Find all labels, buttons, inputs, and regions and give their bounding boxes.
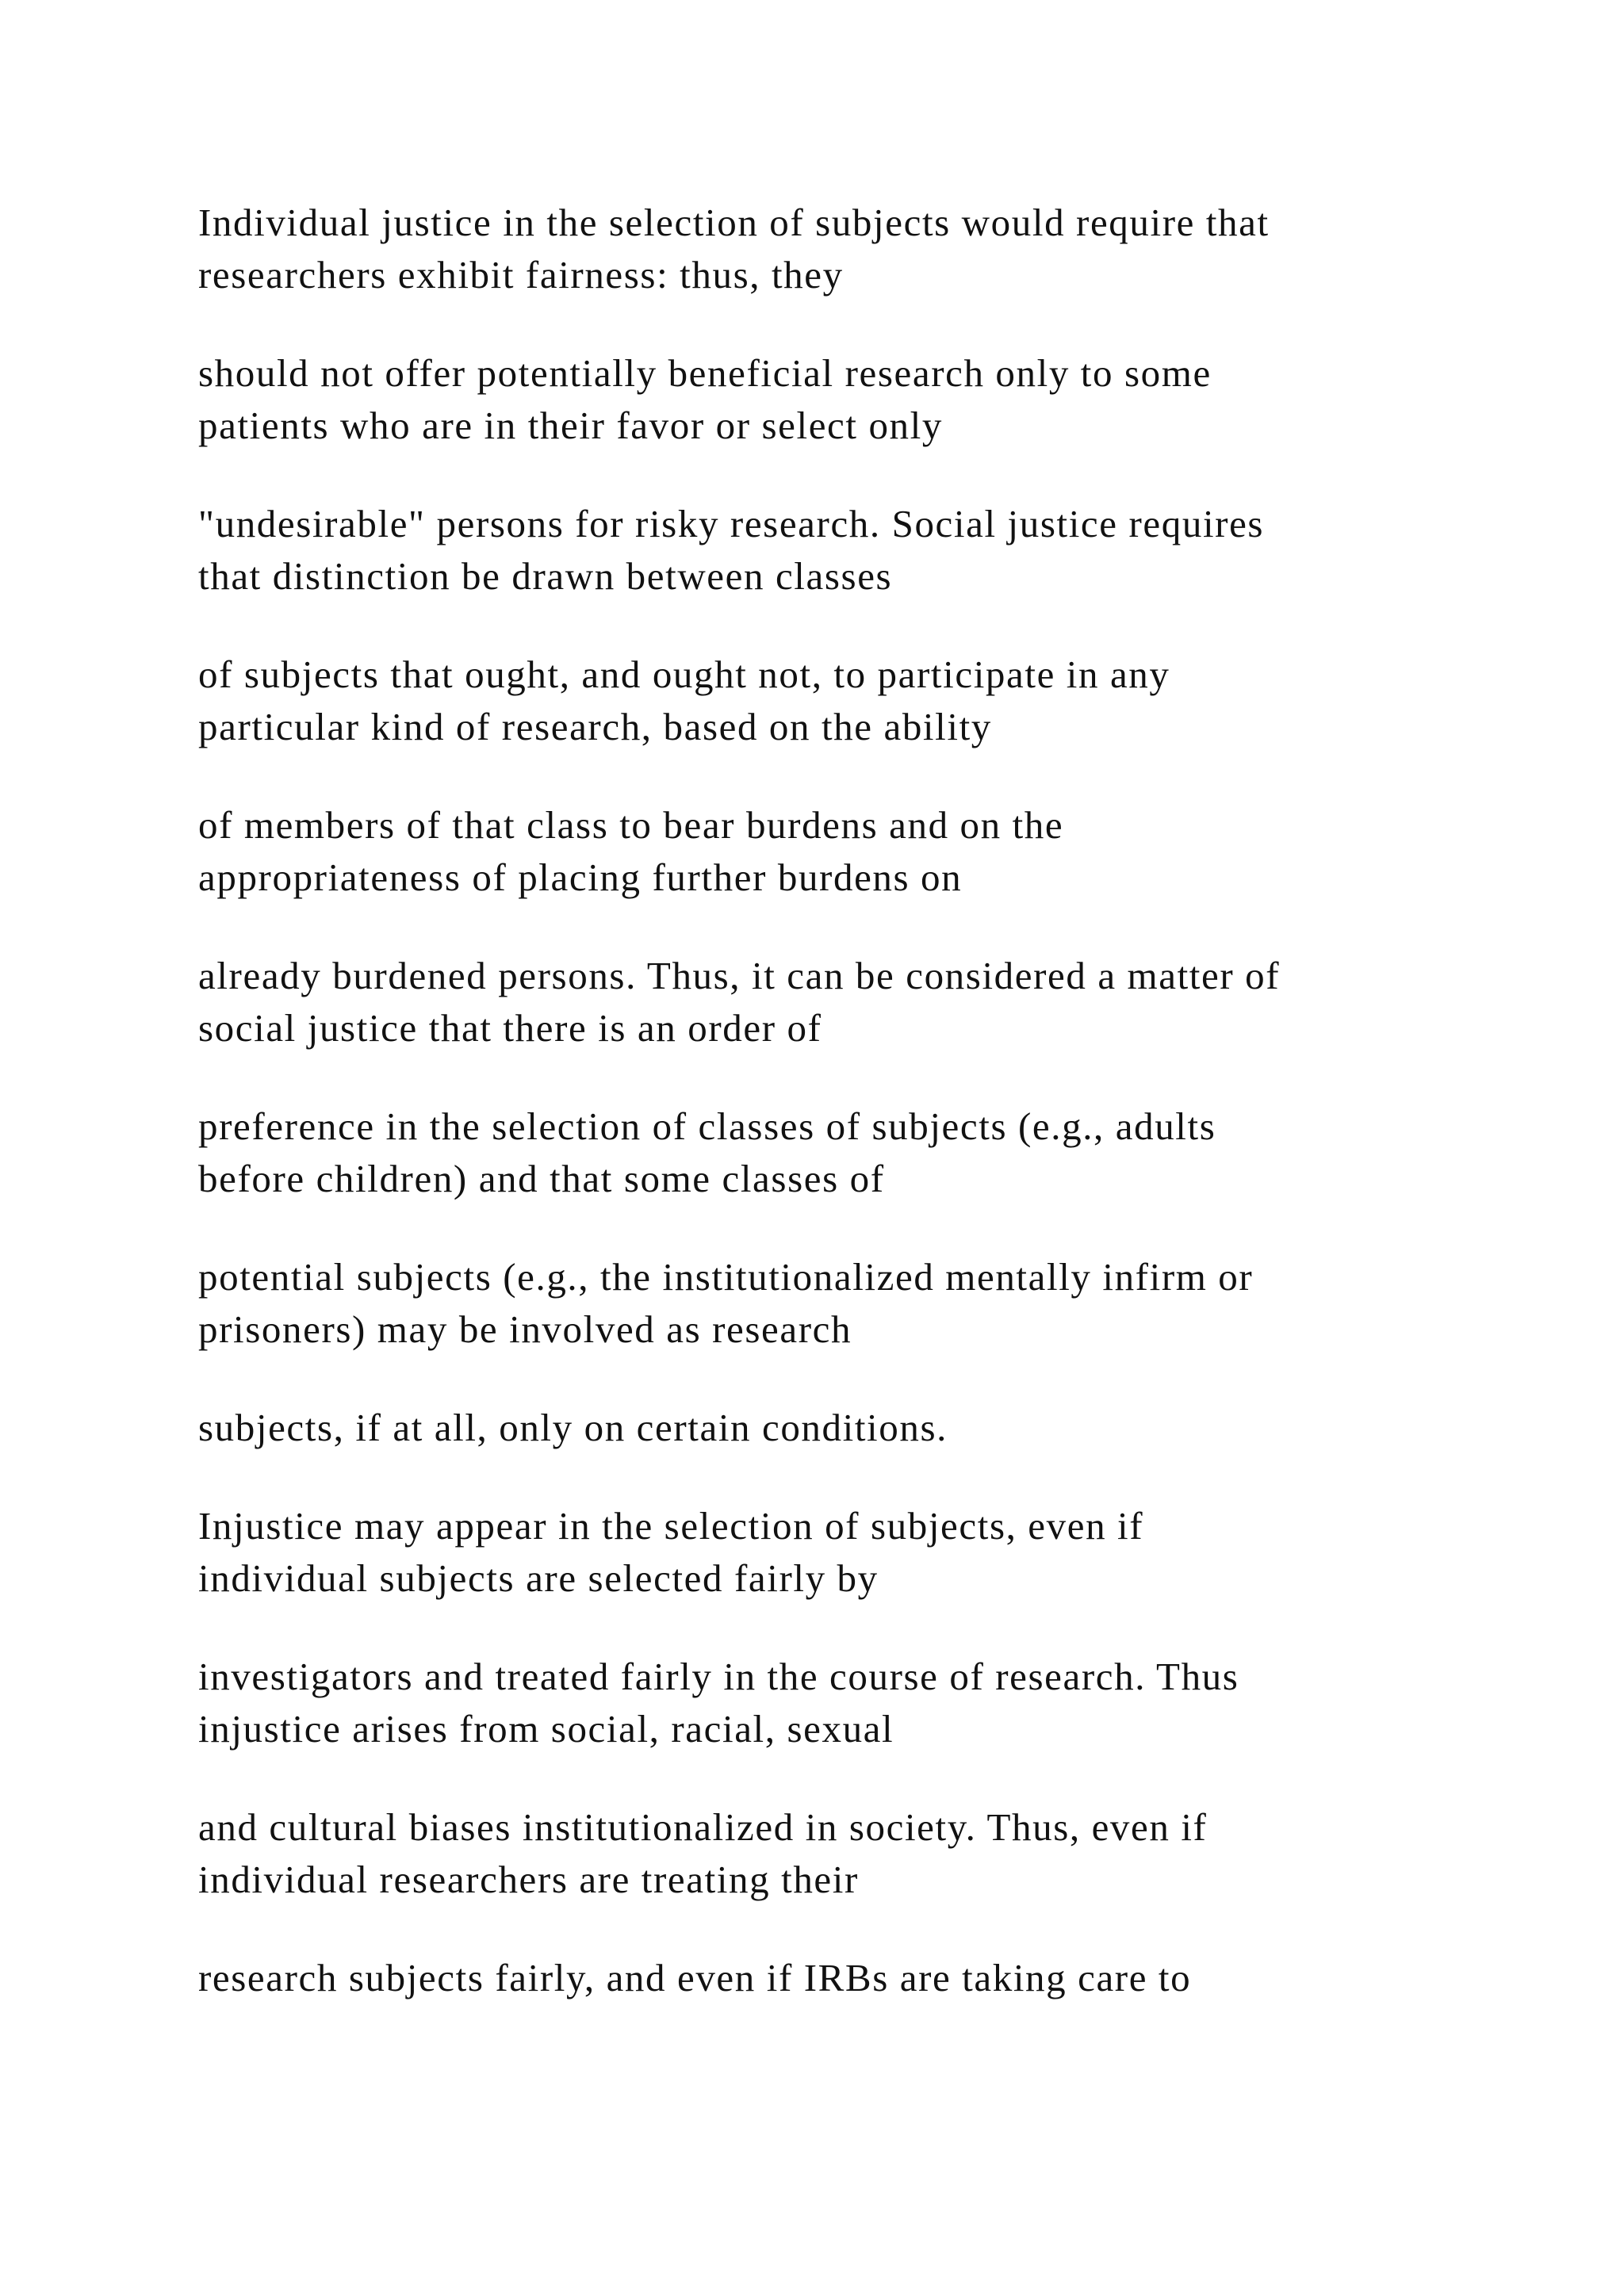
text-line: subjects, if at all, only on certain conditions.	[198, 1406, 948, 1449]
text-line: potential subjects (e.g., the institutionalized mentally infirm or	[198, 1255, 1254, 1299]
text-line: Injustice may appear in the selection of subjects, even if	[198, 1504, 1144, 1548]
paragraph	[198, 799, 1546, 904]
paragraph	[198, 1100, 1546, 1205]
paragraph	[198, 1251, 1546, 1356]
paragraph	[198, 1801, 1546, 1906]
text-line: already burdened persons. Thus, it can be considered a matter of	[198, 954, 1281, 997]
text-line: particular kind of research, based on the ability	[198, 705, 992, 748]
paragraph	[198, 1402, 1546, 1454]
text-line: Individual justice in the selection of subjects would require that	[198, 201, 1270, 244]
text-line: of members of that class to bear burdens and on the	[198, 803, 1064, 847]
text-line: patients who are in their favor or select only	[198, 404, 943, 447]
paragraph	[198, 347, 1546, 452]
paragraph	[198, 1651, 1546, 1755]
text-line: individual subjects are selected fairly by	[198, 1556, 879, 1600]
text-line: investigators and treated fairly in the course of research. Thus	[198, 1655, 1239, 1698]
text-line: before children) and that some classes of	[198, 1157, 885, 1200]
paragraph	[198, 197, 1546, 301]
document-body	[198, 197, 1546, 2050]
text-line: "undesirable" persons for risky research. Social justice requires	[198, 502, 1265, 545]
text-line: and cultural biases institutionalized in society. Thus, even if	[198, 1805, 1208, 1849]
text-line: individual researchers are treating their	[198, 1858, 859, 1901]
text-line: injustice arises from social, racial, sexual	[198, 1707, 894, 1751]
text-line: social justice that there is an order of	[198, 1006, 822, 1050]
paragraph	[198, 1952, 1546, 2004]
text-line: research subjects fairly, and even if IRBs are taking care to	[198, 1956, 1192, 1999]
text-line: prisoners) may be involved as research	[198, 1307, 852, 1351]
paragraph	[198, 1500, 1546, 1605]
paragraph	[198, 649, 1546, 753]
text-line: researchers exhibit fairness: thus, they	[198, 253, 844, 297]
text-line: preference in the selection of classes of subjects (e.g., adults	[198, 1104, 1216, 1148]
paragraph	[198, 498, 1546, 603]
text-line: appropriateness of placing further burdens on	[198, 855, 963, 899]
text-line: that distinction be drawn between classes	[198, 554, 893, 598]
text-line: of subjects that ought, and ought not, to participate in any	[198, 652, 1170, 696]
paragraph	[198, 950, 1546, 1054]
text-line: should not offer potentially beneficial research only to some	[198, 351, 1212, 395]
